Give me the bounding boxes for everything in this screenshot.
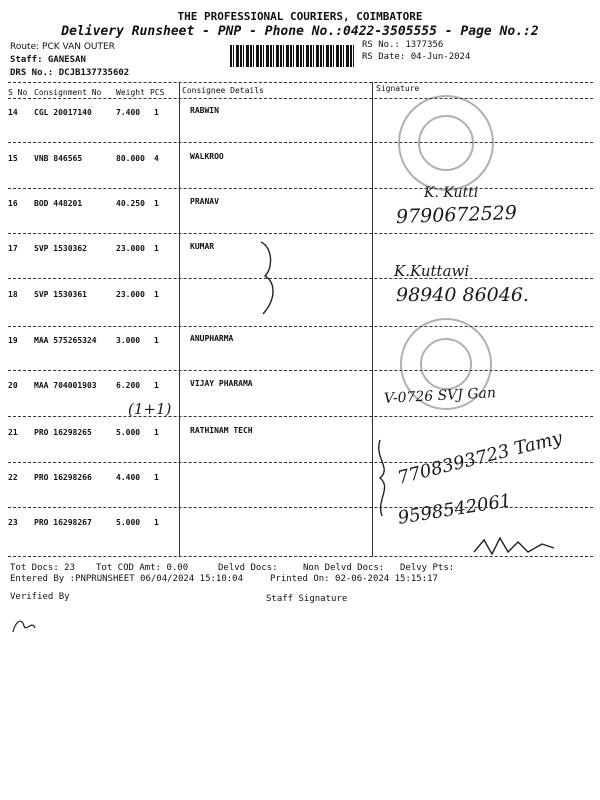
row-consignee: RATHINAM TECH	[190, 426, 253, 435]
handwritten-signature-scribble	[470, 530, 560, 560]
printed-on: Printed On: 02-06-2024 15:15:17	[270, 574, 438, 584]
divider	[8, 188, 593, 189]
row-weight: 5.000	[116, 428, 141, 437]
row-consignment: CGL 20017140	[34, 108, 92, 117]
row-pcs: 1	[154, 473, 159, 482]
row-pcs: 1	[154, 108, 159, 117]
handwritten-signature: K. Kutti	[424, 185, 479, 201]
row-consignee: RABWIN	[190, 106, 219, 115]
row-weight: 4.400	[116, 473, 141, 482]
row-sno: 14	[8, 108, 18, 117]
row-pcs: 1	[154, 518, 159, 527]
delivered-docs: Delvd Docs:	[218, 563, 278, 573]
handwritten-phone: 9598542061	[396, 490, 513, 529]
row-sno: 23	[8, 518, 18, 527]
row-sno: 19	[8, 336, 18, 345]
staff: Staff: GANESAN	[10, 55, 86, 65]
col-header-sno: S No	[8, 88, 28, 97]
row-weight: 5.000	[116, 518, 141, 527]
row-consignment: PRO 16298267	[34, 518, 92, 527]
row-sno: 18	[8, 290, 18, 299]
divider	[8, 278, 593, 279]
divider	[8, 370, 593, 371]
route: Route: PCK VAN OUTER	[10, 42, 115, 52]
row-sno: 16	[8, 199, 18, 208]
row-weight: 6.200	[116, 381, 141, 390]
handwritten-count: (1+1)	[128, 400, 172, 418]
row-pcs: 4	[154, 154, 159, 163]
row-sno: 17	[8, 244, 18, 253]
row-consignment: PRO 16298266	[34, 473, 92, 482]
col-header-consignment: Consignment No	[34, 88, 102, 97]
stamp-inner-ring	[418, 115, 474, 171]
divider	[8, 82, 593, 83]
rs-no: RS No.: 1377356	[362, 40, 444, 50]
row-weight: 23.000	[116, 290, 145, 299]
row-consignee: KUMAR	[190, 242, 215, 251]
company-name: THE PROFESSIONAL COURIERS, COIMBATORE	[177, 10, 423, 23]
row-consignment: MAA 704001903	[34, 381, 97, 390]
row-weight: 40.250	[116, 199, 145, 208]
rs-date: RS Date: 04-Jun-2024	[362, 52, 471, 62]
row-pcs: 1	[154, 244, 159, 253]
company-stamp	[398, 95, 494, 191]
verified-by: Verified By	[10, 592, 70, 602]
row-consignee: VIJAY PHARAMA	[190, 379, 253, 388]
row-consignment: PRO 16298265	[34, 428, 92, 437]
handwritten-initials	[10, 614, 38, 638]
row-weight: 7.400	[116, 108, 141, 117]
row-weight: 3.000	[116, 336, 141, 345]
col-header-weight: Weight	[116, 88, 145, 97]
row-pcs: 1	[154, 199, 159, 208]
divider	[8, 233, 593, 234]
col-header-signature: Signature	[376, 84, 420, 93]
row-pcs: 1	[154, 290, 159, 299]
row-consignment: BOD 448201	[34, 199, 83, 208]
total-cod-amount: Tot COD Amt: 0.00	[96, 563, 189, 573]
stamp-inner-ring	[420, 338, 472, 390]
row-sno: 20	[8, 381, 18, 390]
row-sno: 15	[8, 154, 18, 163]
barcode	[230, 45, 354, 67]
row-weight: 23.000	[116, 244, 145, 253]
row-consignee: WALKROO	[190, 152, 224, 161]
delivery-points: Delvy Pts:	[400, 563, 455, 573]
staff-signature: Staff Signature	[266, 594, 348, 604]
row-consignment: MAA 575265324	[34, 336, 97, 345]
row-weight: 80.000	[116, 154, 145, 163]
handwritten-brace	[372, 438, 402, 518]
col-header-consignee: Consignee Details	[182, 86, 264, 95]
divider	[8, 326, 593, 327]
handwritten-brace	[255, 238, 285, 318]
row-consignment: VNB 846565	[34, 154, 83, 163]
handwritten-phone: 9790672529	[395, 201, 518, 229]
column-separator	[179, 82, 180, 557]
divider	[8, 98, 593, 99]
row-consignee: PRANAV	[190, 197, 219, 206]
row-pcs: 1	[154, 428, 159, 437]
drs-no: DRS No.: DCJB137735602	[10, 68, 130, 78]
runsheet-title: Delivery Runsheet - PNP - Phone No.:0422-3505555 - Page No.:2	[61, 24, 539, 39]
handwritten-phone: 98940 86046.	[396, 284, 529, 306]
total-docs: Tot Docs: 23	[10, 563, 76, 573]
row-pcs: 1	[154, 336, 159, 345]
row-consignment: SVP 1530361	[34, 290, 87, 299]
row-pcs: 1	[154, 381, 159, 390]
row-sno: 21	[8, 428, 18, 437]
handwritten-phone: 7708393723 Tamy	[395, 427, 565, 489]
divider	[8, 416, 593, 417]
row-sno: 22	[8, 473, 18, 482]
handwritten-signature: K.Kuttawi	[394, 262, 470, 280]
handwritten-note: V-0726 SVJ Gan	[383, 385, 497, 407]
row-consignment: SVP 1530362	[34, 244, 87, 253]
divider	[8, 142, 593, 143]
col-header-pcs: PCS	[150, 88, 165, 97]
non-delivered-docs: Non Delvd Docs:	[303, 563, 385, 573]
row-consignee: ANUPHARMA	[190, 334, 234, 343]
entered-by: Entered By :PNPRUNSHEET 06/04/2024 15:10:04	[10, 574, 243, 584]
